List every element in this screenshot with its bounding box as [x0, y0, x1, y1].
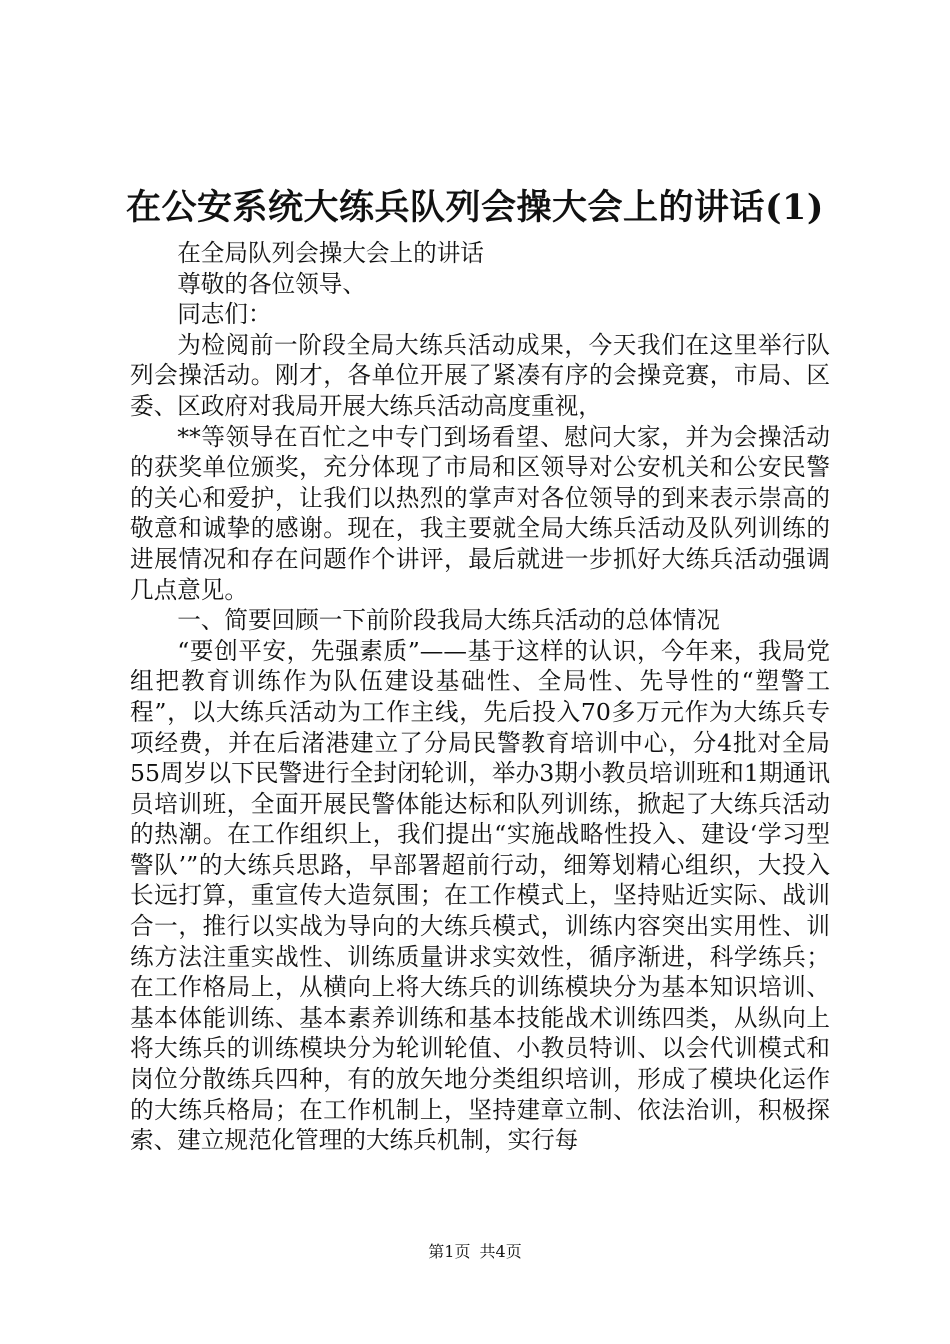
page-total: 共4页: [479, 1242, 522, 1261]
section-heading: 一、简要回顾一下前阶段我局大练兵活动的总体情况: [177, 606, 720, 635]
salutation-line: 尊敬的各位领导、: [177, 269, 366, 298]
page-footer: [0, 1242, 950, 1262]
speech-subtitle: 在全局队列会操大会上的讲话: [177, 239, 484, 267]
salutation-line: 同志们：: [177, 300, 272, 329]
page-number: 第1页: [428, 1242, 471, 1261]
document-title: 在公安系统大练兵队列会操大会上的讲话(1): [126, 187, 824, 228]
body-paragraph: “要创平安，先强素质”——基于这样的认识，今年来，我局党组把教育训练作为队伍建设基础性、全局性、先导性的“塑警工程”，以大练兵活动为工作主线，先后投入70多万元作为大练兵专项经费，并在后渚港建立了分局民警教育培训中心，分4批对全局55周岁以下民警进行全封闭轮训，举办3期小教员培训班和1期通讯员培训班，全面开展民警体能达标和队列训练，掀起了大练兵活动的热潮。在工作组织上，我们提出“实施战略性投入、建设‘学习型警队’”的大练兵思路，早部署超前行动，细筹划精心组织，大投入长远打算，重宣传大造氛围；在工作模式上，坚持贴近实际、战训合一，推行以实战为导向的大练兵模式，训练内容突出实用性、训练方法注重实战性、训练质量讲求实效性，循序渐进，科学练兵；在工作格局上，从横向上将大练兵的训练模块分为基本知识培训、基本体能训练、基本素养训练和基本技能战术训练四类，从纵向上将大练兵的训练模块分为轮训轮值、小教员特训、以会代训模式和岗位分散练兵四种，有的放矢地分类组织培训，形成了模块化运作的大练兵格局；在工作机制上，坚持建章立制、依法治训，积极探索、建立规范化管理的大练兵机制，实行每: [130, 636, 830, 1155]
body-paragraph: **等领导在百忙之中专门到场看望、慰问大家，并为会操活动的获奖单位颁奖，充分体现了市局和区领导对公安机关和公安民警的关心和爱护，让我们以热烈的掌声对各位领导的到来表示崇高的敬意和诚挚的感谢。现在，我主要就全局大练兵活动及队列训练的进展情况和存在问题作个讲评，最后就进一步抓好大练兵活动强调几点意见。: [130, 422, 830, 604]
document-body: [130, 238, 830, 1156]
body-paragraph: 为检阅前一阶段全局大练兵活动成果，今天我们在这里举行队列会操活动。刚才，各单位开展了紧凑有序的会操竞赛，市局、区委、区政府对我局开展大练兵活动高度重视，: [130, 330, 830, 420]
